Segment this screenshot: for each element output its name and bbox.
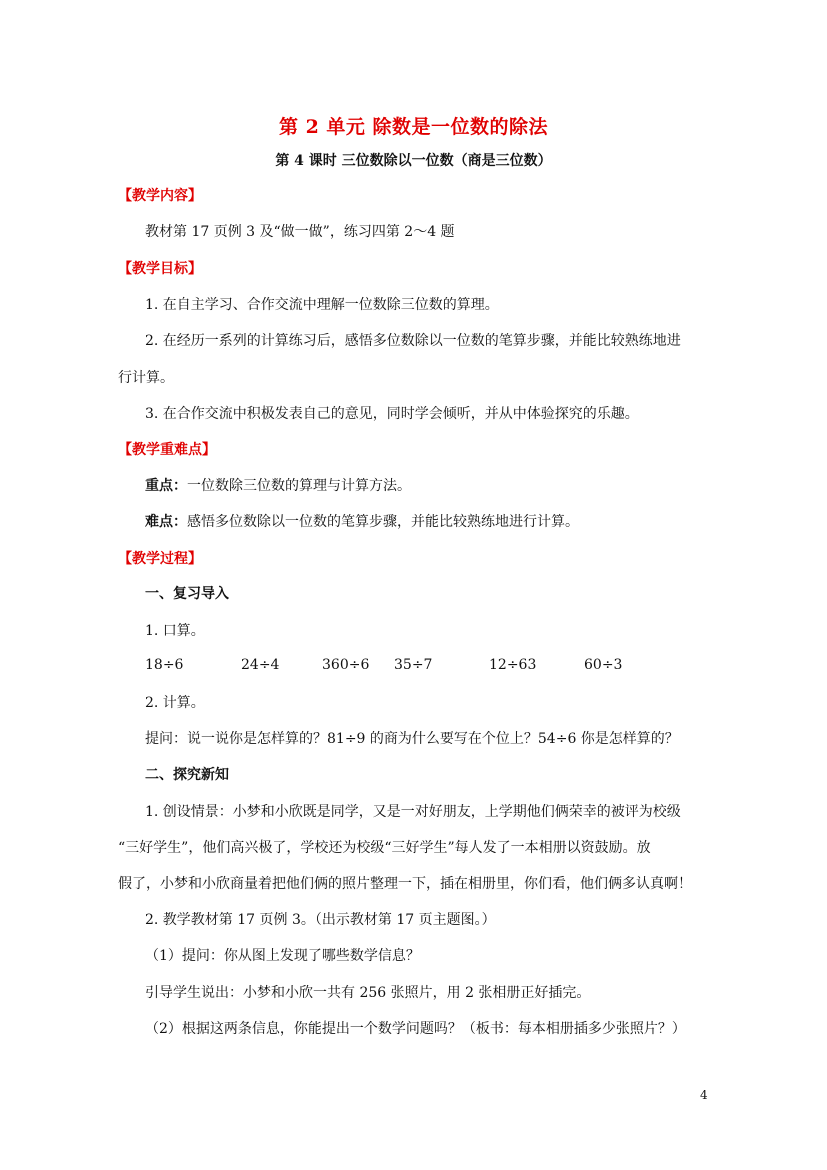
calc-item: 24÷4 bbox=[241, 657, 280, 673]
section-heading-process: 【教学过程】 bbox=[118, 551, 202, 567]
difficulty-line bbox=[145, 512, 745, 532]
key-point-label: 重点： bbox=[145, 478, 187, 494]
question-1: （1）提问：你从图上发现了哪些数学信息？ bbox=[145, 948, 420, 964]
lesson-subtitle: 第 4 课时 三位数除以一位数（商是三位数） bbox=[275, 153, 552, 169]
example-text: 2. 教学教材第 17 页例 3。（出示教材第 17 页主题图。） bbox=[145, 912, 496, 928]
calc-item: 60÷3 bbox=[584, 657, 623, 673]
section-heading-content: 【教学内容】 bbox=[118, 188, 202, 204]
goal-1: 1. 在自主学习、合作交流中理解一位数除三位数的算理。 bbox=[145, 297, 499, 313]
page-number: 4 bbox=[700, 1088, 708, 1102]
oral-calc-label: 1. 口算。 bbox=[145, 623, 205, 639]
difficulty-label: 难点： bbox=[145, 514, 187, 530]
calc-item: 12÷63 bbox=[489, 657, 537, 673]
goal-2-line-1: 2. 在经历一系列的计算练习后，感悟多位数除以一位数的笔算步骤，并能比较熟练地进 bbox=[145, 333, 681, 349]
goal-3: 3. 在合作交流中积极发表自己的意见，同时学会倾听，并从中体验探究的乐趣。 bbox=[145, 406, 639, 422]
key-point-line bbox=[145, 476, 745, 496]
compute-label: 2. 计算。 bbox=[145, 695, 205, 711]
section-heading-goals: 【教学目标】 bbox=[118, 261, 202, 277]
question-2: （2）根据这两条信息，你能提出一个数学问题吗？（板书：每本相册插多少张照片？） bbox=[145, 1021, 686, 1037]
calc-item: 18÷6 bbox=[145, 657, 184, 673]
part-2-heading: 二、探究新知 bbox=[145, 767, 229, 783]
part-1-heading: 一、复习导入 bbox=[145, 586, 229, 602]
scene-line-3: 假了，小梦和小欣商量着把他们俩的照片整理一下，插在相册里，你们看，他们俩多认真啊！ bbox=[118, 876, 692, 892]
calc-item: 360÷6 bbox=[322, 657, 370, 673]
scene-line-1: 1. 创设情景：小梦和小欣既是同学，又是一对好朋友，上学期他们俩荣幸的被评为校级 bbox=[145, 804, 681, 820]
section-heading-key-points: 【教学重难点】 bbox=[118, 442, 216, 458]
guide-text: 引导学生说出：小梦和小欣一共有 256 张照片，用 2 张相册正好插完。 bbox=[145, 985, 591, 1001]
calc-item: 35÷7 bbox=[394, 657, 433, 673]
content-text: 教材第 17 页例 3 及“做一做”，练习四第 2～4 题 bbox=[145, 224, 455, 240]
goal-2-line-2: 行计算。 bbox=[118, 370, 174, 386]
scene-line-2: “三好学生”，他们高兴极了，学校还为校级“三好学生”每人发了一本相册以资鼓励。放 bbox=[118, 840, 651, 856]
page-title: 第 2 单元 除数是一位数的除法 bbox=[278, 116, 549, 138]
key-point-text: 一位数除三位数的算理与计算方法。 bbox=[187, 478, 411, 494]
difficulty-text: 感悟多位数除以一位数的笔算步骤，并能比较熟练地进行计算。 bbox=[187, 514, 579, 530]
question-text: 提问：说一说你是怎样算的？81÷9 的商为什么要写在个位上？54÷6 你是怎样算的？ bbox=[145, 731, 679, 747]
